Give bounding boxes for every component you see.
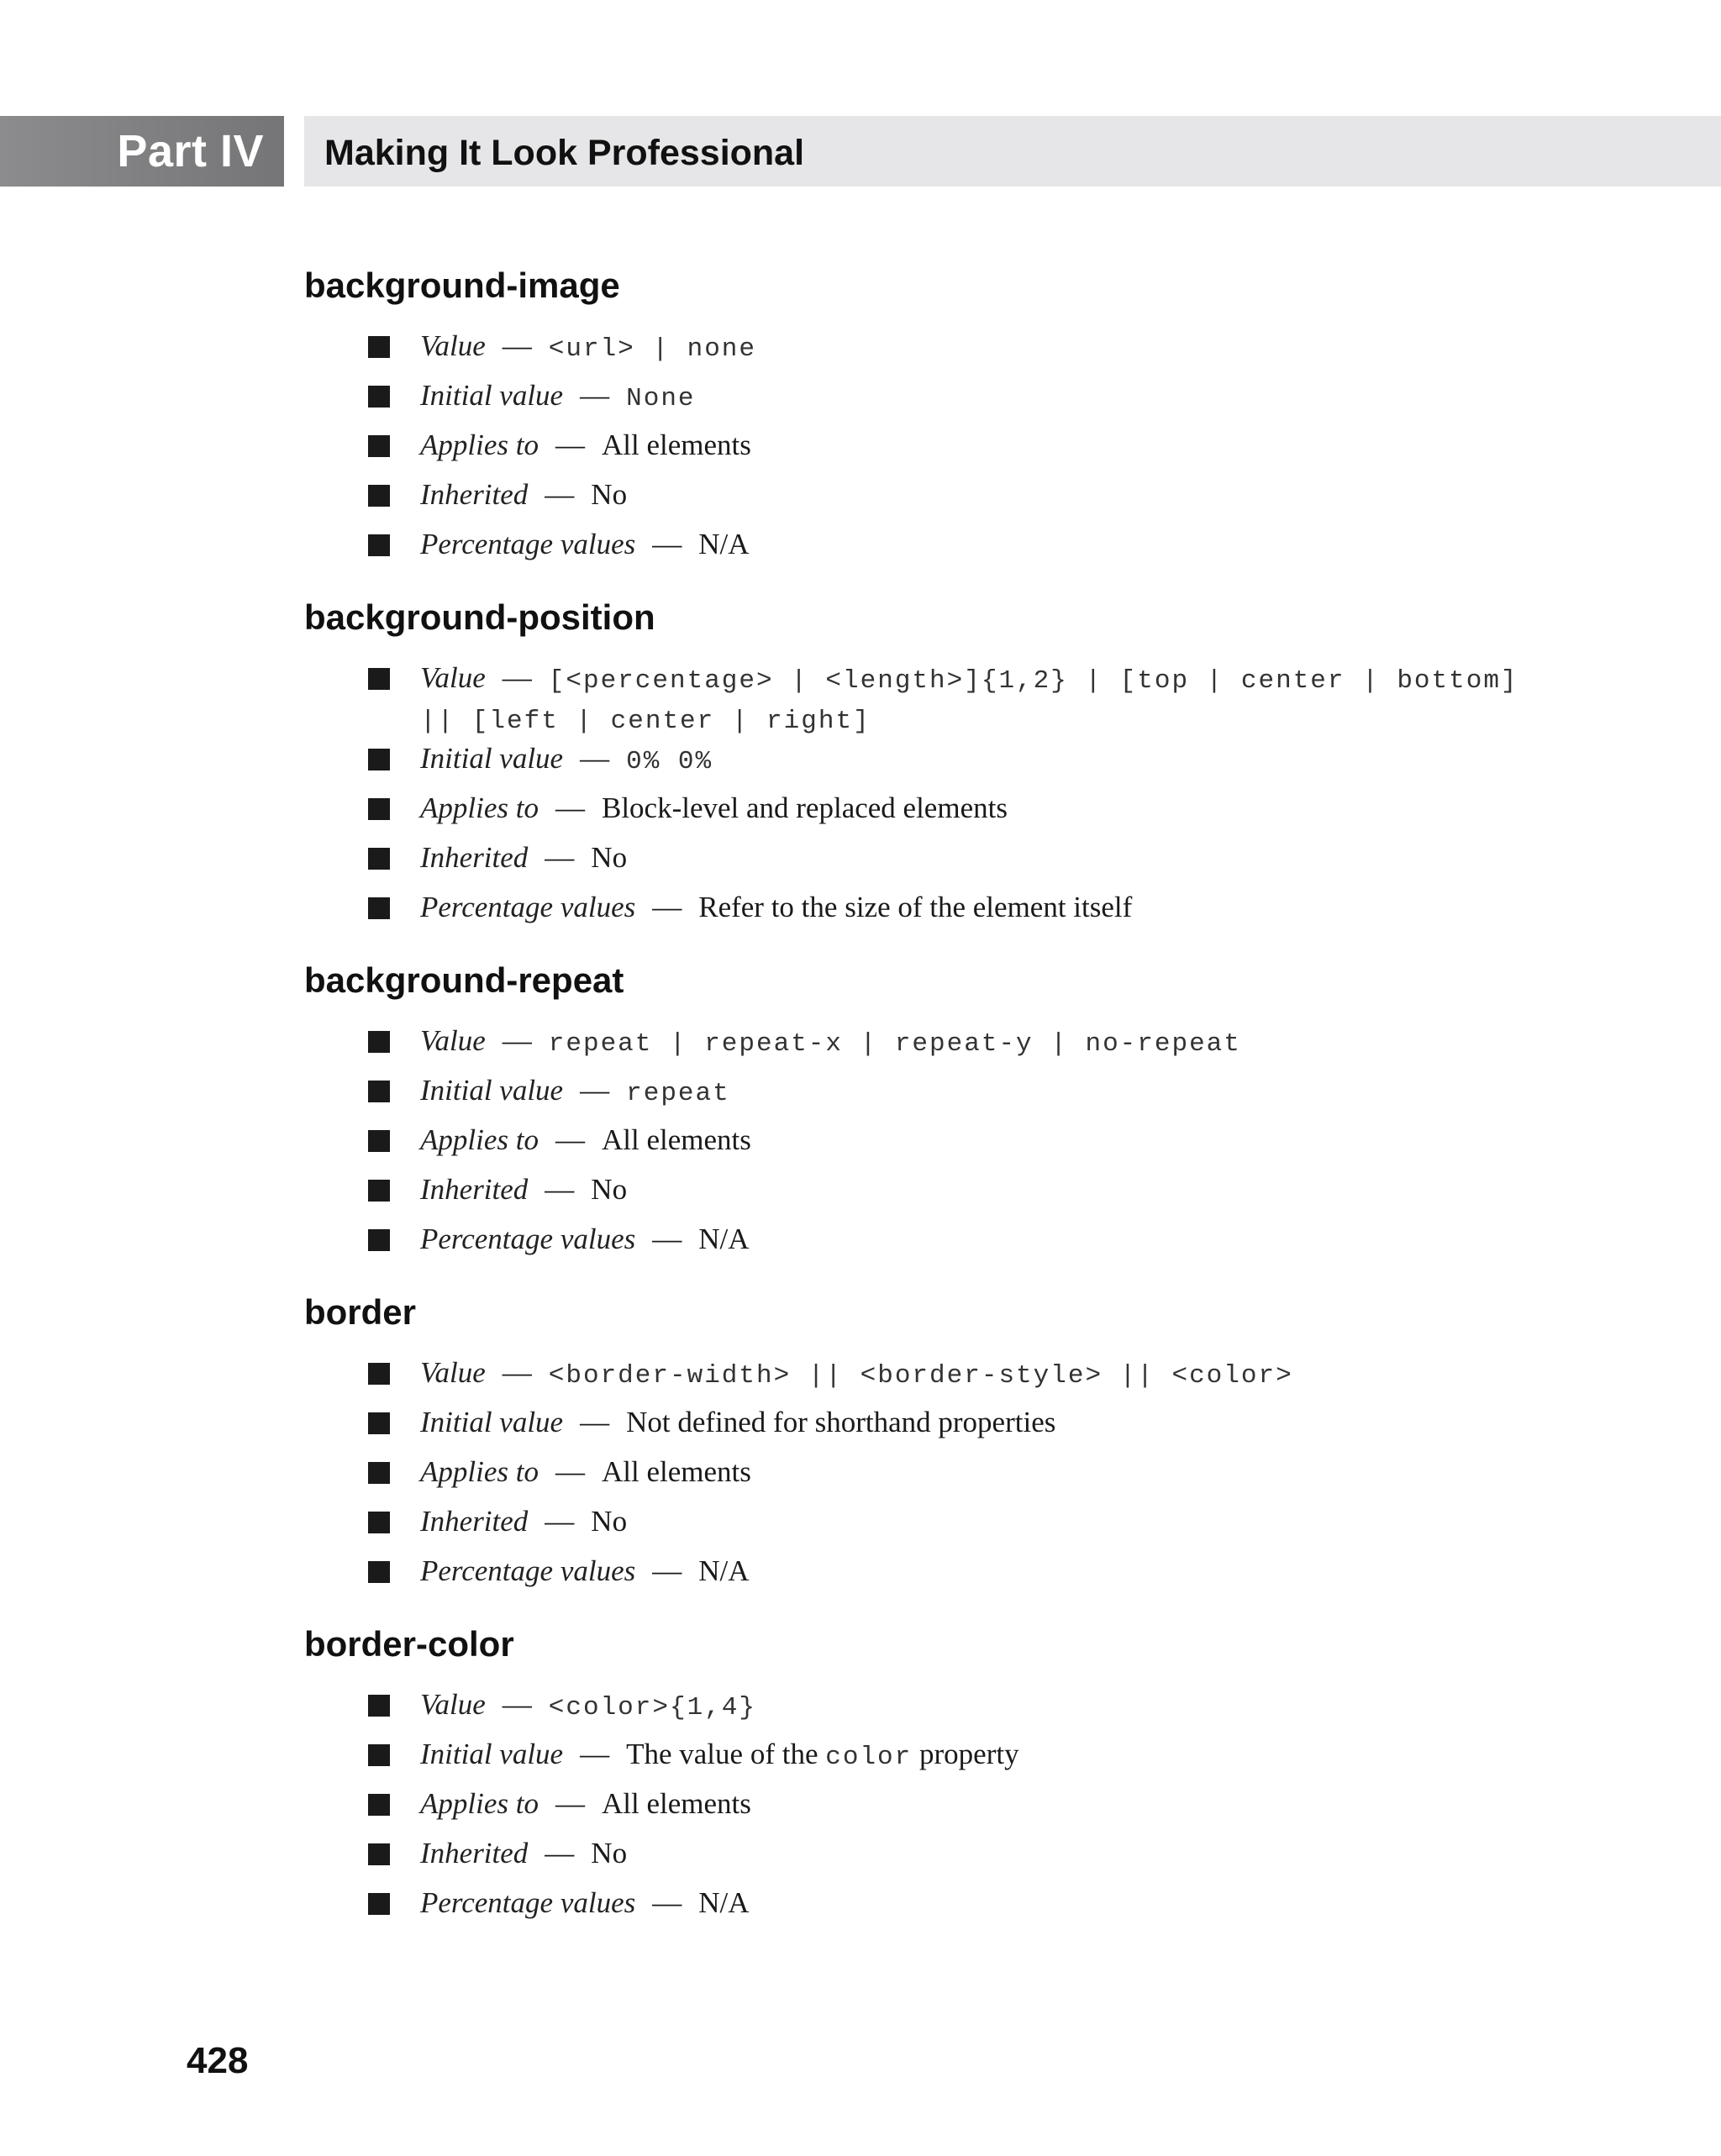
square-bullet-icon [368,798,390,820]
attribute-label: Applies to [420,429,539,461]
square-bullet-icon [368,1893,390,1915]
attribute-value: All elements [601,429,751,461]
em-dash: — [545,841,575,874]
em-dash: — [502,1356,532,1389]
attribute-label: Initial value [420,1738,564,1770]
list-item [304,740,1565,790]
em-dash: — [502,661,532,694]
em-dash: — [555,429,585,461]
square-bullet-icon [368,336,390,358]
em-dash: — [545,478,575,511]
list-item [304,1503,1565,1553]
square-bullet-icon [368,1229,390,1251]
list-item [304,1404,1565,1454]
attribute-label: Percentage values [420,528,636,560]
code-value: [<percentage> | <length>]{1,2} | [top | center | bottom] || [left | center | right] [420,666,1518,736]
property-name: border-color [304,1624,514,1664]
list-item [304,790,1565,839]
attribute-value: N/A [698,528,750,560]
em-dash: — [652,891,682,923]
attribute-label: Applies to [420,1455,539,1488]
em-dash: — [580,1738,610,1770]
property-details-list [304,1354,1565,1602]
square-bullet-icon [368,1412,390,1434]
property-name: border [304,1292,417,1332]
attribute-label: Percentage values [420,1223,636,1255]
attribute-value: No [591,1837,628,1869]
square-bullet-icon [368,1363,390,1385]
code-value: 0% 0% [626,747,713,776]
property-name: background-position [304,597,655,637]
attribute-value: No [591,841,628,874]
code-value: repeat | repeat-x | repeat-y | no-repeat [548,1029,1241,1059]
list-item [304,889,1565,939]
list-item [304,1553,1565,1602]
list-item [304,1171,1565,1221]
square-bullet-icon [368,1512,390,1533]
attribute-label: Inherited [420,1837,529,1869]
attribute-value: property [912,1738,1019,1770]
list-item [304,1835,1565,1885]
chapter-header [304,116,1721,187]
attribute-label: Value [420,1356,486,1389]
attribute-label: Initial value [420,1074,564,1107]
square-bullet-icon [368,1843,390,1865]
attribute-label: Applies to [420,791,539,824]
square-bullet-icon [368,1561,390,1583]
em-dash: — [652,1886,682,1919]
em-dash: — [652,1223,682,1255]
attribute-value: No [591,478,628,511]
list-item [304,1122,1565,1171]
property-section [304,252,1565,576]
attribute-value: N/A [698,1886,750,1919]
attribute-label: Value [420,1024,486,1057]
square-bullet-icon [368,485,390,507]
list-item [304,660,1565,740]
list-item [304,476,1565,526]
em-dash: — [555,1787,585,1820]
square-bullet-icon [368,1794,390,1816]
em-dash: — [545,1173,575,1206]
square-bullet-icon [368,1695,390,1717]
square-bullet-icon [368,386,390,408]
property-section [304,1611,1565,1934]
attribute-value: All elements [601,1123,751,1156]
em-dash: — [555,1123,585,1156]
property-section [304,1279,1565,1602]
chapter-title: Making It Look Professional [324,132,805,173]
code-value: repeat [626,1079,730,1108]
square-bullet-icon [368,897,390,919]
attribute-value: N/A [698,1554,750,1587]
list-item [304,839,1565,889]
square-bullet-icon [368,1462,390,1484]
attribute-value: Not defined for shorthand properties [626,1406,1056,1438]
attribute-label: Initial value [420,379,564,412]
attribute-label: Applies to [420,1787,539,1820]
attribute-label: Inherited [420,1173,529,1206]
list-item [304,1221,1565,1270]
attribute-label: Percentage values [420,891,636,923]
square-bullet-icon [368,534,390,556]
em-dash: — [652,528,682,560]
list-item [304,377,1565,427]
property-details-list [304,328,1565,576]
em-dash: — [545,1505,575,1538]
list-item [304,1454,1565,1503]
square-bullet-icon [368,1744,390,1766]
attribute-label: Percentage values [420,1554,636,1587]
attribute-label: Inherited [420,1505,529,1538]
attribute-label: Value [420,329,486,362]
property-details-list [304,1023,1565,1270]
list-item [304,427,1565,476]
em-dash: — [580,379,610,412]
property-name: background-image [304,266,620,305]
em-dash: — [580,1074,610,1107]
square-bullet-icon [368,1031,390,1053]
property-reference-list [304,252,1565,1943]
square-bullet-icon [368,848,390,870]
attribute-label: Inherited [420,478,529,511]
attribute-value: No [591,1173,628,1206]
property-details-list [304,660,1565,939]
list-item [304,1072,1565,1122]
list-item [304,328,1565,377]
square-bullet-icon [368,749,390,770]
attribute-value: All elements [601,1787,751,1820]
code-value: <color>{1,4} [548,1693,757,1722]
attribute-label: Initial value [420,742,564,775]
attribute-label: Applies to [420,1123,539,1156]
em-dash: — [545,1837,575,1869]
list-item [304,1736,1565,1785]
square-bullet-icon [368,1081,390,1102]
property-section [304,584,1565,939]
code-value: <url> | none [548,334,757,364]
attribute-value: The value of the [626,1738,826,1770]
code-value: color [825,1743,913,1772]
part-label: Part IV [117,126,264,176]
property-details-list [304,1686,1565,1934]
list-item [304,526,1565,576]
em-dash: — [580,742,610,775]
square-bullet-icon [368,1130,390,1152]
attribute-value: No [591,1505,628,1538]
attribute-label: Initial value [420,1406,564,1438]
em-dash: — [502,1688,532,1721]
em-dash: — [502,329,532,362]
list-item [304,1885,1565,1934]
square-bullet-icon [368,1180,390,1202]
attribute-label: Percentage values [420,1886,636,1919]
em-dash: — [652,1554,682,1587]
attribute-value: All elements [601,1455,751,1488]
attribute-value: N/A [698,1223,750,1255]
square-bullet-icon [368,668,390,690]
part-tab [0,116,284,187]
list-item [304,1785,1565,1835]
attribute-label: Value [420,661,486,694]
square-bullet-icon [368,435,390,457]
code-value: <border-width> || <border-style> || <color> [548,1361,1293,1391]
em-dash: — [555,1455,585,1488]
code-value: None [626,384,696,413]
attribute-value: Refer to the size of the element itself [698,891,1133,923]
attribute-label: Value [420,1688,486,1721]
attribute-label: Inherited [420,841,529,874]
attribute-value: Block-level and replaced elements [601,791,1008,824]
list-item [304,1354,1565,1404]
page-number: 428 [187,2040,249,2081]
em-dash: — [502,1024,532,1057]
property-section [304,947,1565,1270]
list-item [304,1023,1565,1072]
em-dash: — [555,791,585,824]
list-item [304,1686,1565,1736]
property-name: background-repeat [304,960,624,1000]
em-dash: — [580,1406,610,1438]
